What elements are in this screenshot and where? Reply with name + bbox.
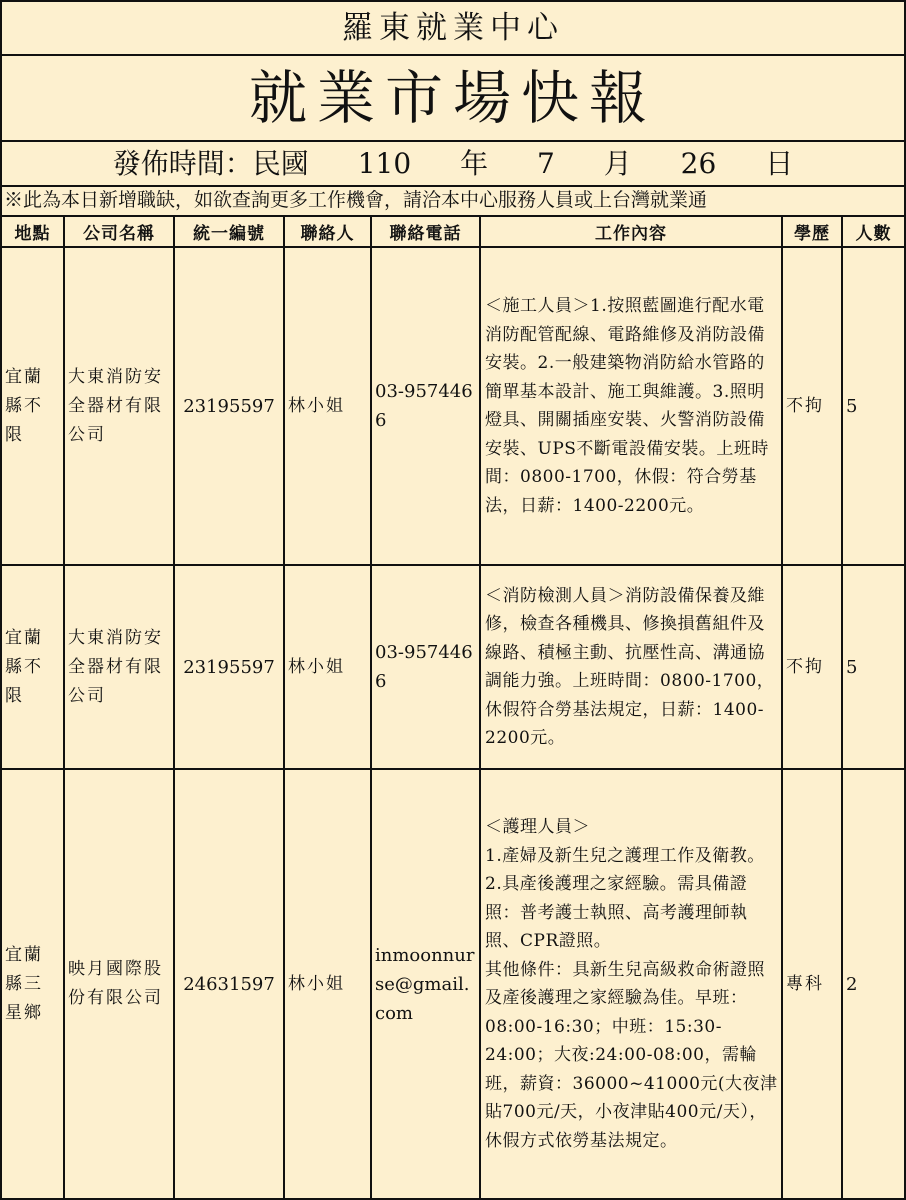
header-company: 公司名稱 [64, 217, 174, 247]
cell-phone: inmoonnurse@gmail.com [371, 769, 480, 1199]
header-contact: 聯絡人 [284, 217, 371, 247]
job-description: ＜施工人員＞1.按照藍圖進行配水電消防配管配線、電路維修及消防設備安裝。2.一般建築物消防給水管路的簡單基本設計、施工與維護。3.照明燈具、開關插座安裝、火警消防設備安裝、UPS不斷電設備安裝。上班時間：0800-1700，休假：符合勞基法，日薪：1400-2200元。 [485, 296, 769, 516]
cell-contact: 林小姐 [284, 565, 371, 769]
cell-count: 5 [842, 565, 904, 769]
cell-location: 宜蘭縣不限 [2, 565, 64, 769]
notice-text: ※此為本日新增職缺，如欲查詢更多工作機會，請洽本中心服務人員或上台灣就業通 [2, 187, 904, 217]
publish-month-unit: 月 [603, 147, 632, 180]
publish-date [2, 142, 904, 187]
cell-job [480, 565, 782, 769]
cell-job [480, 247, 782, 565]
cell-education: 專科 [782, 769, 842, 1199]
job-description: ＜消防檢測人員＞消防設備保養及維修，檢查各種機具、修換損舊組件及線路、積極主動、抗壓性高、溝通協調能力強。上班時間：0800-1700，休假符合勞基法規定，日薪：1400-2200元。 [485, 585, 775, 748]
center-name: 羅東就業中心 [2, 2, 904, 56]
table-row [2, 769, 904, 1199]
header-phone: 聯絡電話 [371, 217, 480, 247]
publish-year: 110 [357, 147, 412, 180]
publish-label: 發佈時間：民國 [112, 147, 309, 180]
cell-location: 宜蘭縣三星鄉 [2, 769, 64, 1199]
header-location: 地點 [2, 217, 64, 247]
cell-company: 映月國際股份有限公司 [64, 769, 174, 1199]
cell-company: 大東消防安全器材有限公司 [64, 247, 174, 565]
publish-day-unit: 日 [765, 147, 794, 180]
header-education: 學歷 [782, 217, 842, 247]
header-count: 人數 [842, 217, 904, 247]
cell-phone: 03-9574466 [371, 565, 480, 769]
cell-education: 不拘 [782, 565, 842, 769]
table-row [2, 565, 904, 769]
cell-tax-id: 23195597 [174, 565, 284, 769]
cell-phone: 03-9574466 [371, 247, 480, 565]
publish-month: 7 [536, 147, 555, 180]
cell-count: 2 [842, 769, 904, 1199]
cell-job [480, 769, 782, 1199]
report-title: 就業市場快報 [2, 56, 904, 142]
cell-contact: 林小姐 [284, 769, 371, 1199]
table-header-row [2, 217, 904, 247]
cell-tax-id: 23195597 [174, 247, 284, 565]
cell-contact: 林小姐 [284, 247, 371, 565]
cell-count: 5 [842, 247, 904, 565]
cell-location: 宜蘭縣不限 [2, 247, 64, 565]
header-tax-id: 統一編號 [174, 217, 284, 247]
header-job: 工作內容 [480, 217, 782, 247]
table-row [2, 247, 904, 565]
job-description: ＜護理人員＞ 1.產婦及新生兒之護理工作及衛教。2.具產後護理之家經驗。需具備證照：普考護士執照、高考護理師執照、CPR證照。 其他條件：具新生兒高級救命術證照及產後護理之家經驗為佳。早班：08:00-16:30；中班：15:30-24:00；大夜:24:00-08:00，需輪班，薪資：36000~41000元(大夜津貼700元/天，小夜津貼400元/天），休假方式依勞基法規定。 [485, 817, 778, 1151]
publish-day: 26 [680, 147, 717, 180]
cell-tax-id: 24631597 [174, 769, 284, 1199]
publish-year-unit: 年 [460, 147, 489, 180]
cell-company: 大東消防安全器材有限公司 [64, 565, 174, 769]
cell-education: 不拘 [782, 247, 842, 565]
job-table [2, 217, 904, 1200]
